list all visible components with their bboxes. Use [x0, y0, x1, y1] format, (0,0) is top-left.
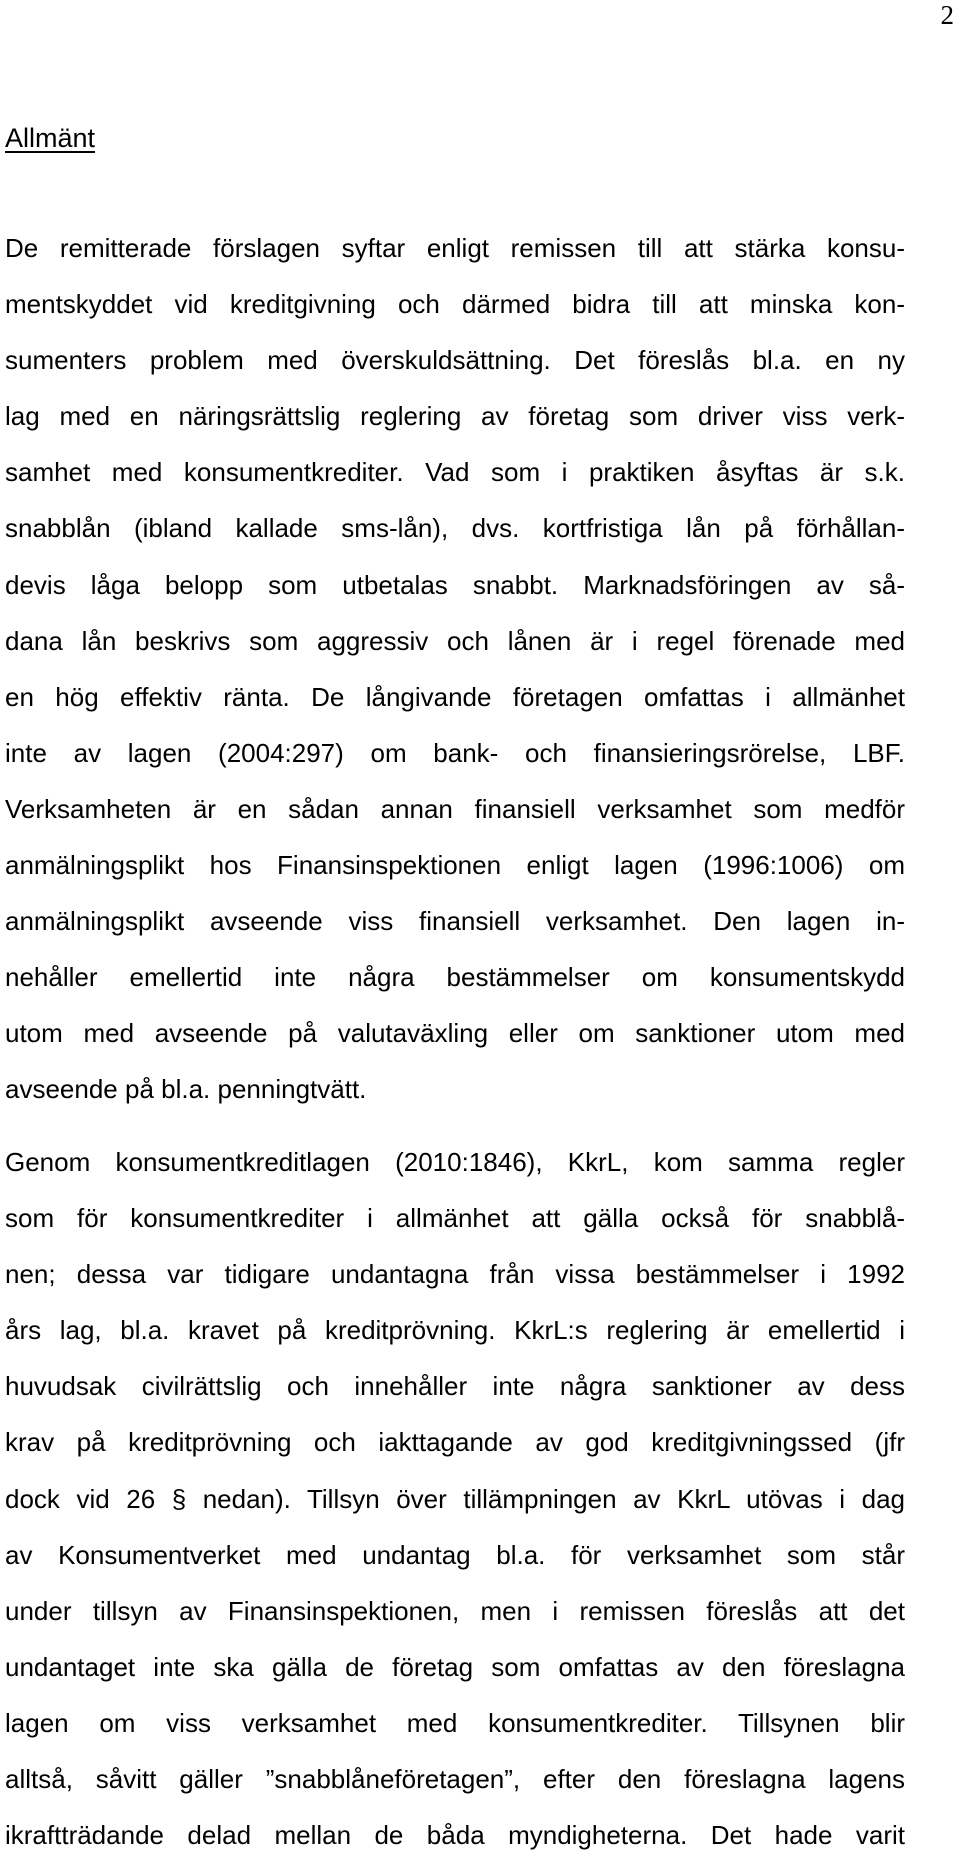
text-line: lagen om viss verksamhet med konsumentkrediter. Tillsynen blir	[5, 1707, 905, 1738]
paragraph-1	[5, 220, 905, 1118]
page-number: 2	[940, 0, 954, 30]
text-line: Verksamheten är en sådan annan finansiell verksamhet som medför	[5, 793, 905, 824]
text-line: undantaget inte ska gälla de företag som omfattas av den föreslagna	[5, 1651, 905, 1682]
text-line: devis låga belopp som utbetalas snabbt. Marknadsföringen av så-	[5, 569, 905, 600]
text-line: lag med en näringsrättslig reglering av företag som driver viss verk-	[5, 401, 905, 432]
text-line: snabblån (ibland kallade sms-lån), dvs. kortfristiga lån på förhållan-	[5, 513, 905, 544]
text-line: Genom konsumentkreditlagen (2010:1846), KkrL, kom samma regler	[5, 1147, 905, 1177]
text-line: De remitterade förslagen syftar enligt remissen till att stärka konsu-	[5, 233, 905, 263]
text-line: mentskyddet vid kreditgivning och därmed bidra till att minska kon-	[5, 289, 905, 320]
text-line: alltså, såvitt gäller ”snabblåneföretagen”, efter den föreslagna lagens	[5, 1764, 905, 1795]
text-line: dana lån beskrivs som aggressiv och lånen är i regel förenade med	[5, 625, 905, 656]
text-line: som för konsumentkrediter i allmänhet att gälla också för snabblå-	[5, 1203, 905, 1234]
text-line: under tillsyn av Finansinspektionen, men i remissen föreslås att det	[5, 1595, 905, 1626]
text-line: samhet med konsumentkrediter. Vad som i praktiken åsyftas är s.k.	[5, 457, 905, 488]
text-line: av Konsumentverket med undantag bl.a. för verksamhet som står	[5, 1539, 905, 1570]
text-line: ikraftträdande delad mellan de båda myndigheterna. Det hade varit	[5, 1820, 905, 1851]
text-line: inte av lagen (2004:297) om bank- och finansieringsrörelse, LBF.	[5, 737, 905, 768]
text-line: nen; dessa var tidigare undantagna från vissa bestämmelser i 1992	[5, 1259, 905, 1290]
text-line: sumenters problem med överskuldsättning. Det föreslås bl.a. en ny	[5, 345, 905, 376]
paragraph-2	[5, 1134, 905, 1863]
section-heading: Allmänt	[5, 123, 96, 153]
text-line: anmälningsplikt hos Finansinspektionen enligt lagen (1996:1006) om	[5, 850, 905, 881]
text-line: anmälningsplikt avseende viss finansiell verksamhet. Den lagen in-	[5, 906, 905, 937]
text-line: avseende på bl.a. penningtvätt.	[5, 1074, 367, 1105]
text-line: års lag, bl.a. kravet på kreditprövning. KkrL:s reglering är emellertid i	[5, 1315, 905, 1346]
text-line: huvudsak civilrättslig och innehåller inte några sanktioner av dess	[5, 1371, 905, 1402]
text-line: krav på kreditprövning och iakttagande av god kreditgivningssed (jfr	[5, 1427, 905, 1458]
text-line: utom med avseende på valutaväxling eller om sanktioner utom med	[5, 1018, 905, 1049]
text-line: nehåller emellertid inte några bestämmelser om konsumentskydd	[5, 962, 905, 993]
text-line: dock vid 26 § nedan). Tillsyn över tillämpningen av KkrL utövas i dag	[5, 1483, 905, 1514]
text-line: en hög effektiv ränta. De långivande företagen omfattas i allmänhet	[5, 681, 905, 712]
